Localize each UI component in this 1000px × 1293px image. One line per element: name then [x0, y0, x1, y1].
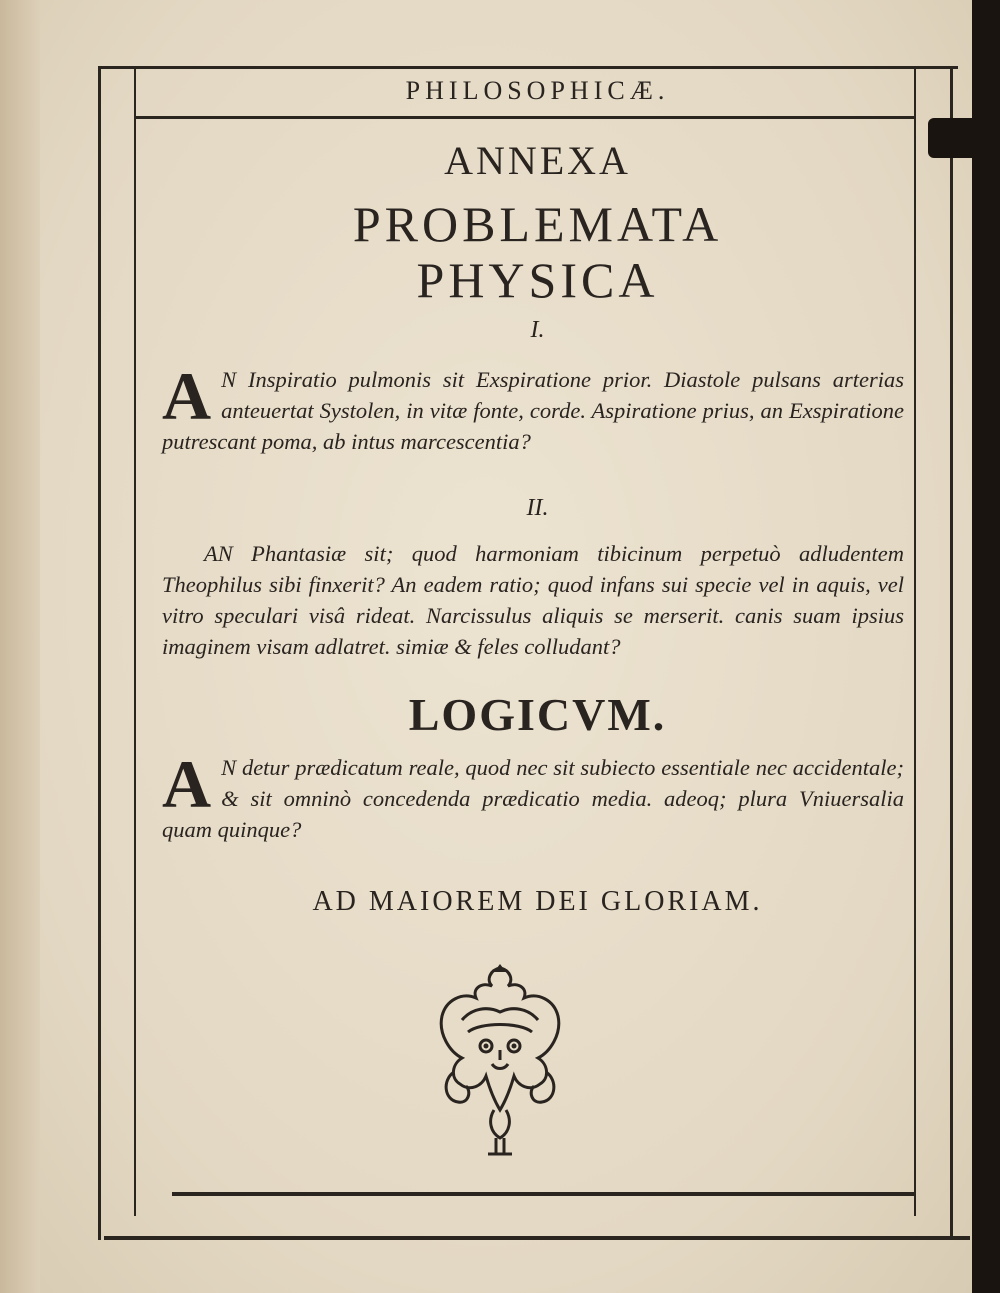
drop-cap-1: A: [162, 358, 212, 434]
title-problemata: PROBLEMATA: [352, 196, 723, 252]
logicum-paragraph: [162, 746, 904, 845]
title-annexa: ANNEXA: [444, 138, 631, 183]
running-head: PHILOSOPHICÆ.: [405, 76, 670, 105]
section-number-2: II.: [526, 495, 549, 521]
problem-2-text: AN Phantasiæ sit; quod harmoniam tibicinum perpetuò adludentem Theophilus sibi finxerit? An eadem ratio; quod infans sui specie vel in aquis, vel vitro speculari visâ rideat. Narcissulus aliquis se merserit. canis suam ipsius imaginem visam adlatret. simiæ & feles colludant?: [162, 541, 904, 659]
printers-ornament-icon: [432, 960, 568, 1160]
foot-rule: [172, 1192, 916, 1196]
frame-left-outer-rule: [98, 66, 101, 1240]
frame-bottom-rule: [104, 1236, 970, 1240]
logicum-text: N detur prædicatum reale, quod nec sit subiecto essentiale nec accidentale; & sit omninò concedenda prædicatio media. adeoq; plura Vniuersalia quam quinque?: [162, 755, 904, 842]
title-physica: PHYSICA: [416, 252, 659, 308]
frame-top-rule: [98, 66, 958, 69]
problem-1-text: N Inspiratio pulmonis sit Exspiratione prior. Diastole pulsans arterias anteuertat Systolen, in vitæ fonte, corde. Aspiratione prius, an Exspiratione putrescant poma, ab intus marcescentia?: [162, 367, 904, 454]
page-gutter: [0, 0, 40, 1293]
head-rule: [134, 116, 916, 119]
logicum-heading: LOGICVM.: [408, 689, 667, 740]
page-notch: [928, 118, 972, 158]
closing-motto: AD MAIOREM DEI GLORIAM.: [312, 886, 763, 917]
problem-2-paragraph: [162, 538, 904, 662]
section-number-1: I.: [530, 317, 545, 343]
drop-cap-logicum: A: [162, 746, 212, 822]
problem-1-paragraph: [162, 358, 904, 457]
frame-left-inner-rule: [134, 66, 136, 1216]
frame-right-outer-rule: [950, 66, 953, 1240]
